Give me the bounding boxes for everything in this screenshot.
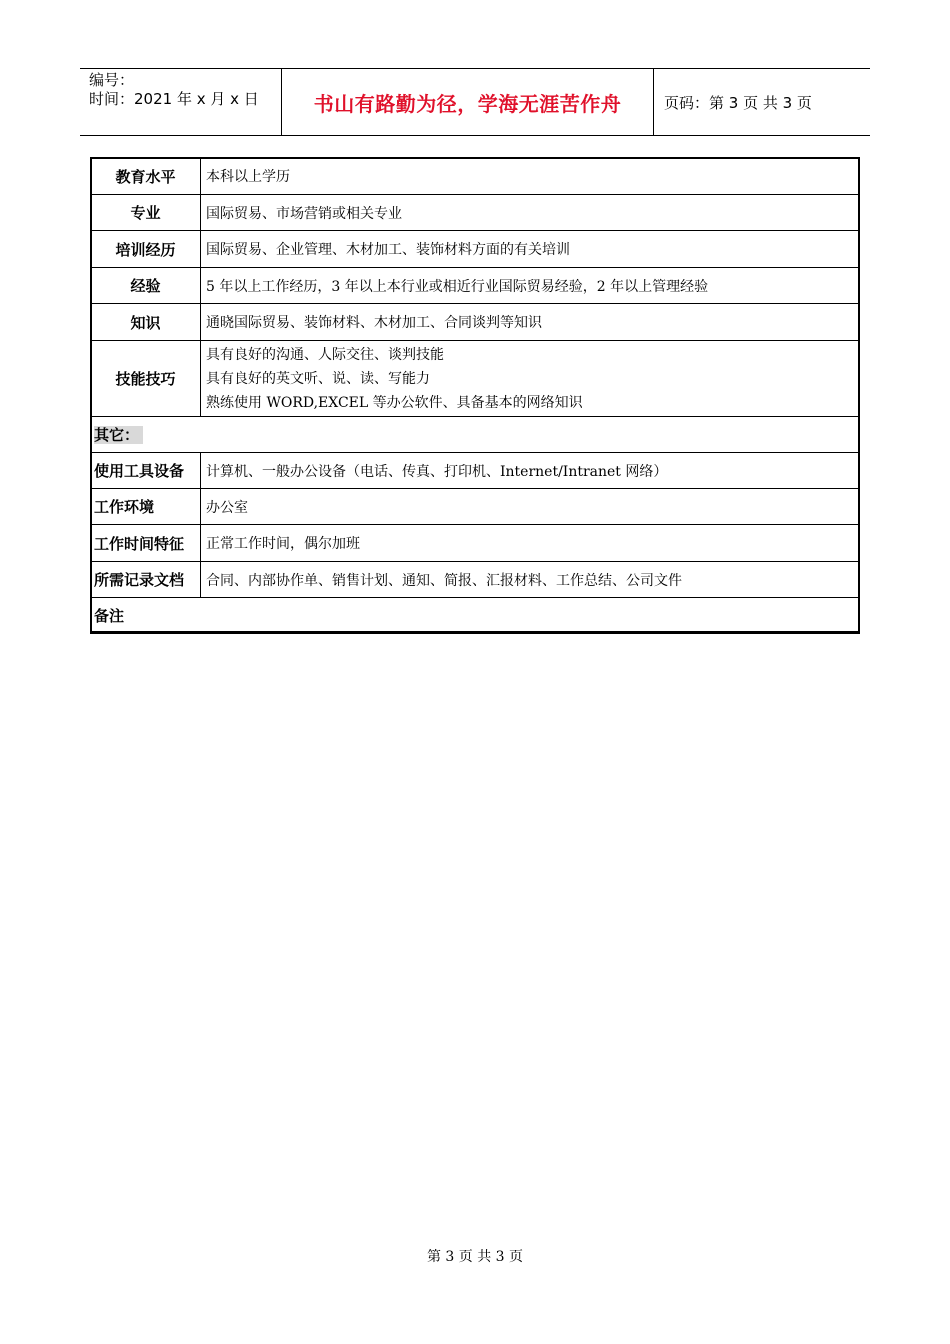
row-value: 本科以上学历 (201, 158, 860, 195)
row-label: 所需记录文档 (91, 562, 201, 598)
table-row (91, 158, 860, 195)
number-label: 编号： (89, 71, 135, 89)
page-header (80, 68, 870, 136)
skill-line: 具有良好的沟通、人际交往、谈判技能 (206, 346, 444, 363)
row-value: 合同、内部协作单、销售计划、通知、简报、汇报材料、工作总结、公司文件 (201, 562, 860, 598)
table-row (91, 341, 860, 417)
row-value (201, 341, 860, 417)
row-value: 5 年以上工作经历，3 年以上本行业或相近行业国际贸易经验，2 年以上管理经验 (201, 268, 860, 304)
row-value: 正常工作时间，偶尔加班 (201, 525, 860, 562)
table-row (91, 195, 860, 231)
table-row (91, 304, 860, 341)
table-row (91, 525, 860, 562)
job-requirements-table (90, 157, 860, 634)
table-row (91, 453, 860, 489)
header-page-info: 页码：第 3 页 共 3 页 (664, 93, 812, 112)
row-label: 教育水平 (91, 158, 201, 195)
row-value: 办公室 (201, 489, 860, 525)
row-label: 技能技巧 (91, 341, 201, 417)
header-left (80, 69, 281, 135)
row-value: 计算机、一般办公设备（电话、传真、打印机、Internet/Intranet 网络） (201, 453, 860, 489)
other-section-label (91, 417, 860, 453)
row-value: 国际贸易、市场营销或相关专业 (201, 195, 860, 231)
table-row (91, 598, 860, 634)
table-row (91, 231, 860, 268)
row-value: 通晓国际贸易、装饰材料、木材加工、合同谈判等知识 (201, 304, 860, 341)
skill-line: 具有良好的英文听、说、读、写能力 (206, 370, 430, 387)
table-row (91, 489, 860, 525)
other-label: 其它： (94, 426, 143, 444)
row-label: 使用工具设备 (91, 453, 201, 489)
table-row (91, 562, 860, 598)
time-label: 时间：2021 年 x 月 x 日 (89, 90, 259, 108)
row-label: 工作时间特征 (91, 525, 201, 562)
remark-label: 备注 (91, 598, 860, 634)
table-row (91, 417, 860, 453)
row-label: 工作环境 (91, 489, 201, 525)
page-footer: 第 3 页 共 3 页 (426, 1249, 524, 1265)
skill-line: 熟练使用 WORD,EXCEL 等办公软件、具备基本的网络知识 (206, 394, 583, 411)
row-label: 知识 (91, 304, 201, 341)
row-label: 经验 (91, 268, 201, 304)
header-slogan: 书山有路勤为径，学海无涯苦作舟 (281, 69, 654, 135)
table-row (91, 268, 860, 304)
row-label: 培训经历 (91, 231, 201, 268)
row-label: 专业 (91, 195, 201, 231)
row-value: 国际贸易、企业管理、木材加工、装饰材料方面的有关培训 (201, 231, 860, 268)
